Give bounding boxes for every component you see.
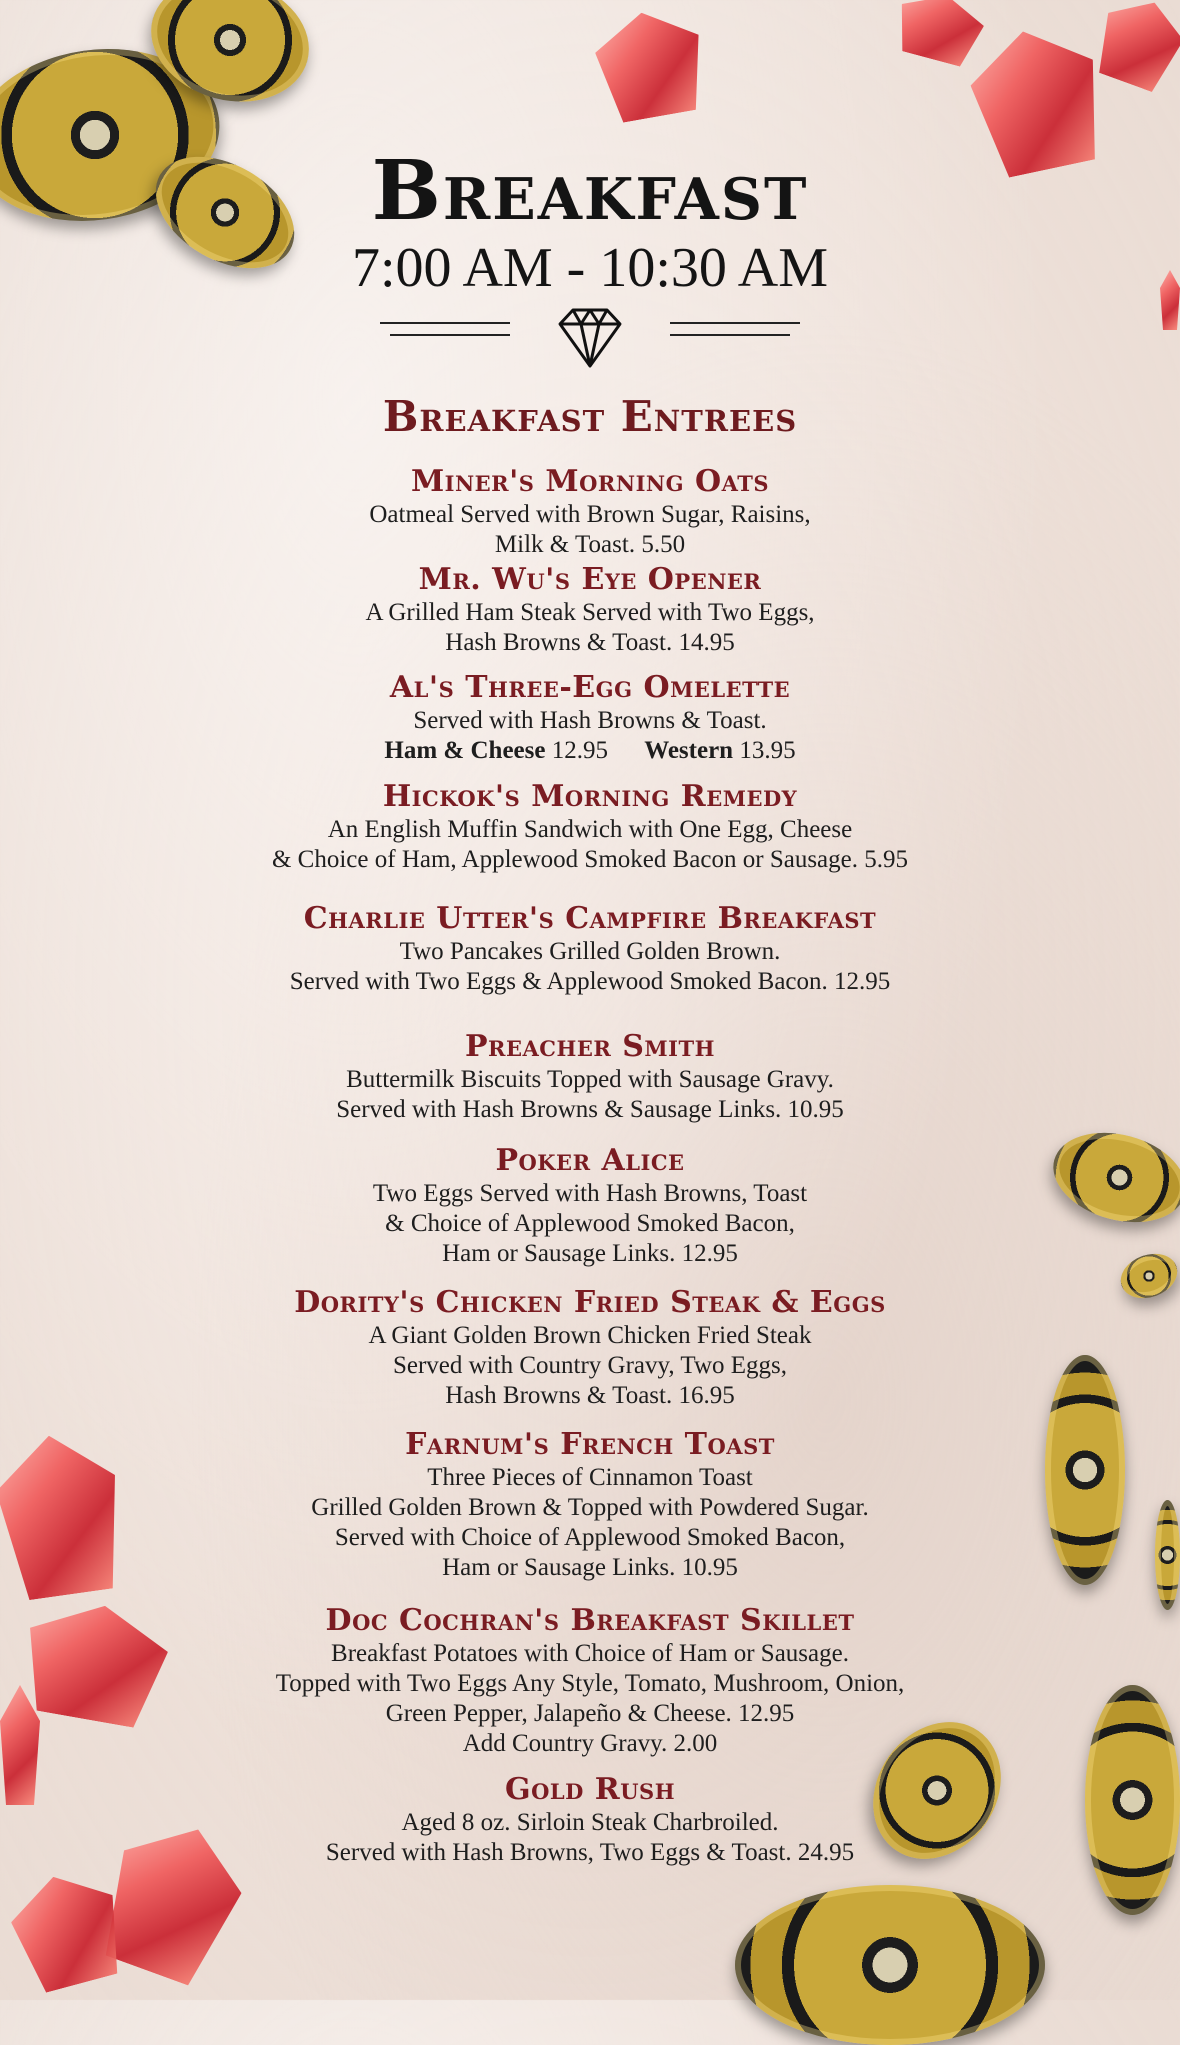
item-description: A Giant Golden Brown Chicken Fried Steak [368,1322,812,1349]
item-description: Three Pieces of Cinnamon Toast [427,1464,753,1491]
item-name: Gold Rush [504,1772,676,1807]
option-label: Western [644,737,734,764]
red-gem-icon [3,1863,133,1996]
item-name: Miner's Morning Oats [410,464,770,499]
item-name: Al's Three-Egg Omelette [389,670,791,705]
item-description: Add Country Gravy. 2.00 [462,1730,718,1757]
option-label: Ham & Cheese [384,737,546,764]
item-description: Ham or Sausage Links. 12.95 [442,1240,738,1267]
item-description: Served with Country Gravy, Two Eggs, [392,1352,788,1379]
menu-item [0,562,1180,658]
item-description: Served with Two Eggs & Applewood Smoked Bacon. 12.95 [289,968,891,995]
red-gem-icon [890,0,989,70]
item-description: Two Eggs Served with Hash Browns, Toast [372,1180,808,1207]
item-description: Hash Browns & Toast. 16.95 [445,1382,735,1409]
item-description: Oatmeal Served with Brown Sugar, Raisins, [369,501,811,528]
item-description: Breakfast Potatoes with Choice of Ham or Sausage. [331,1640,849,1667]
item-name: Farnum's French Toast [405,1427,775,1462]
header-divider [380,302,800,372]
menu-item [0,1427,1180,1583]
section-title: Breakfast Entrees [382,392,798,441]
item-name: Dority's Chicken Fried Steak & Eggs [294,1285,886,1320]
poker-chip-icon [735,1885,1045,2045]
option-price: 13.95 [739,737,796,764]
item-description: Ham or Sausage Links. 10.95 [442,1554,738,1581]
item-description: Milk & Toast. 5.50 [494,531,686,558]
option-price: 12.95 [551,737,608,764]
menu-item [0,779,1180,875]
item-name: Hickok's Morning Remedy [382,779,798,814]
item-description: & Choice of Ham, Applewood Smoked Bacon or Sausage. 5.95 [271,846,908,873]
service-hours: 7:00 AM - 10:30 AM [351,237,829,299]
red-gem-icon [1088,0,1180,96]
item-description: & Choice of Applewood Smoked Bacon, [385,1210,795,1237]
menu-header [0,143,1180,372]
page-title: Breakfast [371,143,809,239]
item-description: Served with Hash Browns, Two Eggs & Toast. 24.95 [325,1839,855,1866]
item-description: Served with Choice of Applewood Smoked Bacon, [334,1524,846,1551]
item-description: Served with Hash Browns & Sausage Links. 10.95 [336,1096,844,1123]
item-description: Green Pepper, Jalapeño & Cheese. 12.95 [385,1700,795,1727]
menu-item [0,1029,1180,1125]
menu-item [0,901,1180,997]
item-description: Two Pancakes Grilled Golden Brown. [399,938,781,965]
item-description: Served with Hash Browns & Toast. [413,707,767,734]
item-description: An English Muffin Sandwich with One Egg, Cheese [327,816,853,843]
menu-item [0,1603,1180,1759]
menu-item [0,464,1180,560]
item-name: Poker Alice [495,1143,685,1178]
item-name: Doc Cochran's Breakfast Skillet [325,1603,855,1638]
item-name: Preacher Smith [465,1029,715,1064]
red-gem-icon [590,4,712,126]
item-description: Aged 8 oz. Sirloin Steak Charbroiled. [401,1809,779,1836]
menu-item [0,1285,1180,1411]
item-description: Hash Browns & Toast. 14.95 [445,629,735,656]
menu-item [0,1772,1180,1868]
item-description: A Grilled Ham Steak Served with Two Eggs, [365,599,815,626]
item-description: Buttermilk Biscuits Topped with Sausage Gravy. [346,1066,834,1093]
item-description: Grilled Golden Brown & Topped with Powdered Sugar. [311,1494,869,1521]
item-options [0,736,1180,766]
menu-item [0,670,1180,766]
item-name: Charlie Utter's Campfire Breakfast [303,901,877,936]
item-name: Mr. Wu's Eye Opener [418,562,762,597]
diamond-outline-icon [555,302,625,372]
menu-item [0,1143,1180,1269]
item-description: Topped with Two Eggs Any Style, Tomato, Mushroom, Onion, [275,1670,905,1697]
